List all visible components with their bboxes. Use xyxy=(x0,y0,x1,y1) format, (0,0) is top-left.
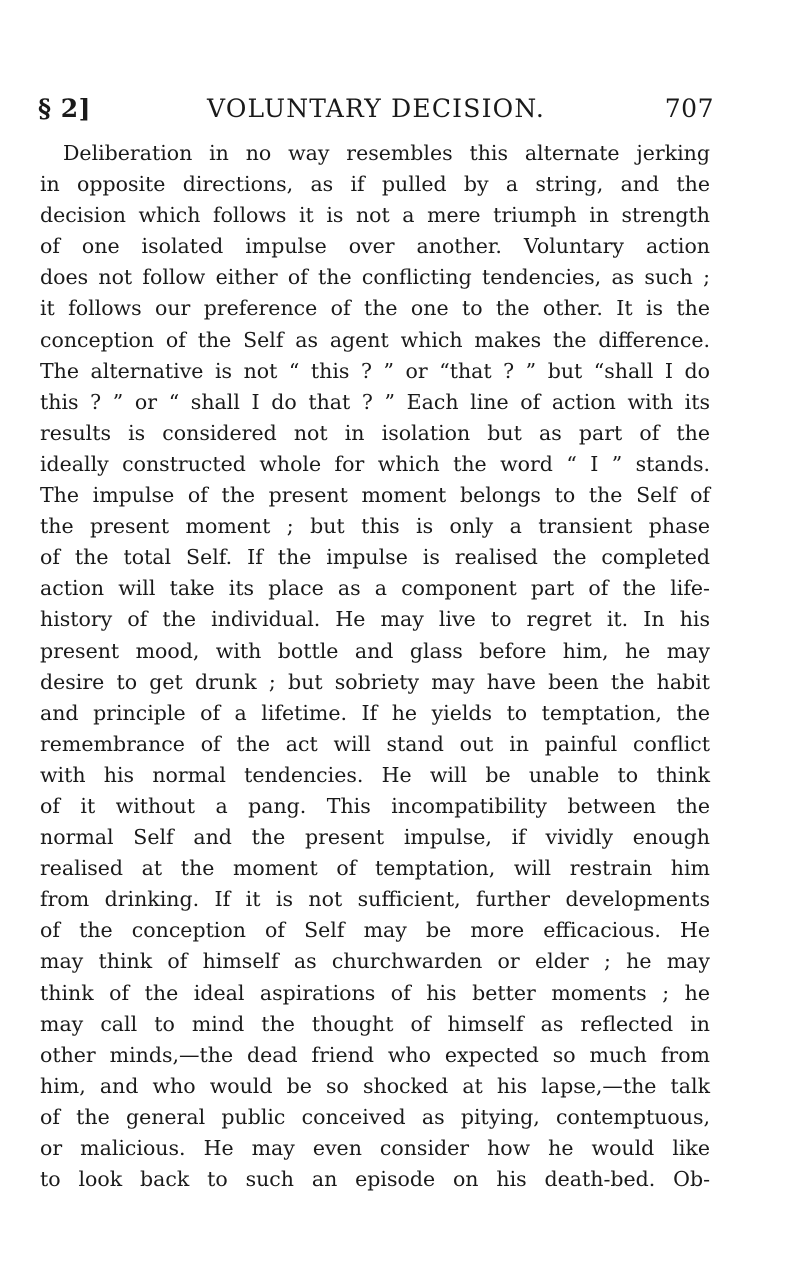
text-line: with his normal tendencies. He will be unable to think xyxy=(40,762,710,787)
text-line: in opposite directions, as if pulled by a string, and the xyxy=(40,172,710,197)
text-line: or malicious. He may even consider how he would like xyxy=(40,1136,710,1160)
chapter-title: VOLUNTARY DECISION. xyxy=(207,94,545,123)
text-line: may call to mind the thought of himself as reflected in xyxy=(40,1011,710,1036)
text-line: of the conception of Self may be more efficacious. He xyxy=(40,918,710,943)
text-line: of one isolated impulse over another. Voluntary action xyxy=(40,234,710,259)
text-line: does not follow either of the conflicting tendencies, as such ; xyxy=(40,265,710,290)
running-head xyxy=(38,94,714,134)
text-line: of the total Self. If the impulse is realised the completed xyxy=(40,545,710,570)
text-line: ideally constructed whole for which the word “ I ” stands. xyxy=(40,451,710,476)
text-line: of the general public conceived as pitying, contemptuous, xyxy=(40,1104,710,1129)
text-line: conception of the Self as agent which makes the difference. xyxy=(40,327,710,352)
text-line: to look back to such an episode on his death-bed. Ob- xyxy=(40,1167,710,1192)
text-line: realised at the moment of temptation, will restrain him xyxy=(40,856,710,881)
text-line: from drinking. If it is not sufficient, further developments xyxy=(40,887,710,912)
text-line: think of the ideal aspirations of his better moments ; he xyxy=(40,980,710,1005)
text-line: action will take its place as a component part of the life- xyxy=(40,576,710,601)
text-line: results is considered not in isolation but as part of the xyxy=(40,420,710,445)
body-paragraph xyxy=(40,138,710,1195)
text-line: and principle of a lifetime. If he yields to temptation, the xyxy=(40,700,710,725)
text-line: The alternative is not “ this ? ” or “that ? ” but “shall I do xyxy=(40,358,710,383)
text-line: this ? ” or “ shall I do that ? ” Each line of action with its xyxy=(40,389,710,414)
text-line: The impulse of the present moment belongs to the Self of xyxy=(40,483,710,508)
text-line: remembrance of the act will stand out in painful conflict xyxy=(40,731,710,756)
text-line: decision which follows it is not a mere triumph in strength xyxy=(40,203,710,228)
text-line: of it without a pang. This incompatibility between the xyxy=(40,793,710,818)
text-line: desire to get drunk ; but sobriety may have been the habit xyxy=(40,669,710,694)
text-line: history of the individual. He may live to regret it. In his xyxy=(40,607,710,632)
text-line: the present moment ; but this is only a transient phase xyxy=(40,514,710,539)
text-line: it follows our preference of the one to the other. It is the xyxy=(40,296,710,321)
text-line: may think of himself as churchwarden or elder ; he may xyxy=(40,949,710,974)
text-line: him, and who would be so shocked at his lapse,—the talk xyxy=(40,1073,710,1098)
text-line: other minds,—the dead friend who expected so much from xyxy=(40,1042,710,1067)
section-marker: § 2] xyxy=(38,94,92,123)
text-line: Deliberation in no way resembles this alternate jerking xyxy=(63,141,710,165)
text-line: normal Self and the present impulse, if vividly enough xyxy=(40,825,710,850)
text-line: present mood, with bottle and glass before him, he may xyxy=(40,638,710,663)
page-number: 707 xyxy=(664,94,714,123)
